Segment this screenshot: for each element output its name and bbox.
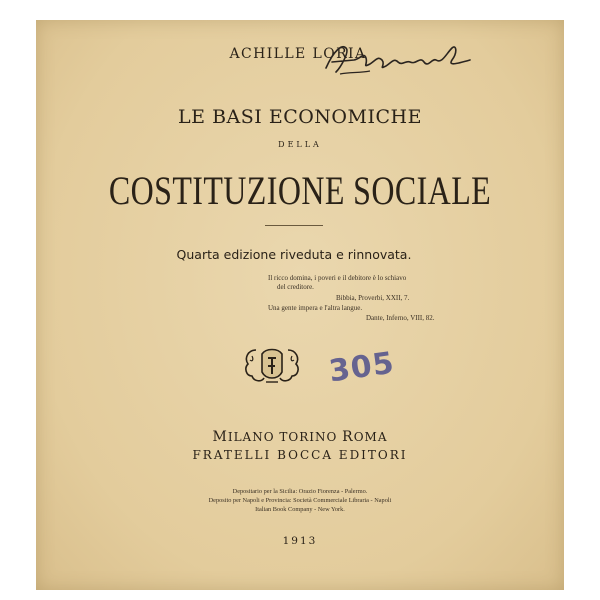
city-torino: TORINO (279, 430, 338, 444)
handwritten-signature (320, 38, 480, 78)
edition-note: Quarta edizione riveduta e rinnovata. (176, 247, 412, 262)
inventory-stamp: 305 (326, 345, 397, 390)
depositario-line-1: Depositario per la Sicilia: Orazio Fiorenza - Palermo. (232, 488, 368, 495)
city-roma-rest: OMA (353, 430, 388, 444)
publisher-cities (36, 429, 564, 445)
city-milano-initial: M (212, 429, 228, 445)
title-line-2: COSTITUZIONE SOCIALE (108, 168, 492, 213)
epigraph-line-2: del creditore. (277, 283, 314, 291)
depositario-line-2: Deposito per Napoli e Provincia: Società Commerciale Libraria - Napoli (208, 497, 392, 504)
city-roma-initial: R (342, 429, 354, 445)
epigraph-line-3: Una gente impera e l'altra langue. (268, 304, 363, 312)
title-page (36, 20, 564, 590)
depositario-line-3: Italian Book Company - New York. (255, 506, 345, 513)
publisher-name: FRATELLI BOCCA EDITORI (192, 448, 408, 462)
publication-year: 1913 (282, 535, 318, 547)
author-name: ACHILLE LORIA (229, 46, 367, 62)
divider-rule (265, 225, 323, 226)
publisher-emblem-icon (242, 342, 302, 388)
epigraph-citation-2: Dante, Inferno, VIII, 82. (366, 314, 435, 322)
epigraph-line-1: Il ricco domina, i poveri e il debitore è lo schiavo (268, 274, 407, 282)
title-line-1: LE BASI ECONOMICHE (178, 106, 422, 128)
city-milano-rest: ILANO (227, 430, 275, 444)
epigraph-citation-1: Bibbia, Proverbi, XXII, 7. (336, 294, 410, 302)
title-della: DELLA (278, 140, 322, 149)
